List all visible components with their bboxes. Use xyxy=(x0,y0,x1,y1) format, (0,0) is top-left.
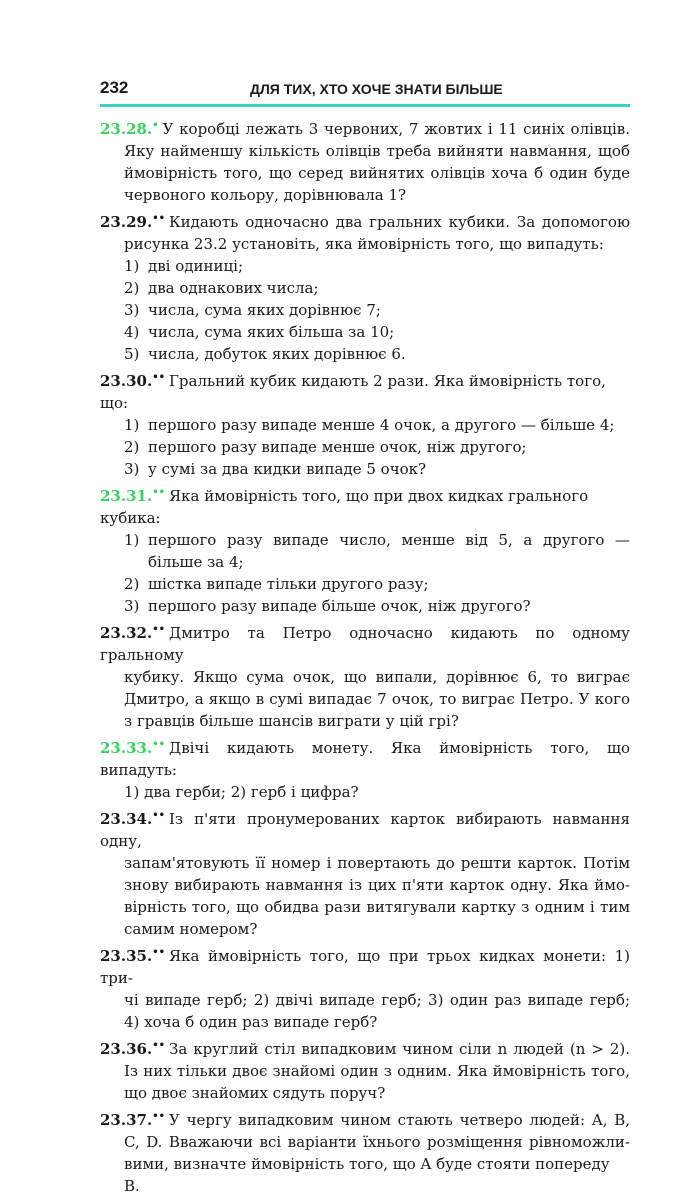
sub-item-text: першого разу випаде менше 4 очок, а другого — більше 4; xyxy=(148,416,615,434)
problem-number: 23.34. xyxy=(100,810,153,828)
sub-item-text: першого разу випаде число, менше від 5, а другого — більше за 4; xyxy=(148,531,630,571)
sub-item-list xyxy=(100,529,630,617)
problem-23-28 xyxy=(100,118,630,206)
problem-number: 23.36. xyxy=(100,1040,153,1058)
sub-item-label: 3) xyxy=(124,301,140,319)
sub-item-label: 1) xyxy=(124,416,140,434)
problem-first-line xyxy=(100,622,630,666)
sub-item xyxy=(124,277,630,299)
problem-text-line: Яку найменшу кількість олівців треба вийняти навмання, щоб xyxy=(124,142,630,160)
problem-first-line xyxy=(100,118,630,140)
sub-item xyxy=(124,436,630,458)
sub-item-text: у сумі за два кидки випаде 5 очок? xyxy=(148,460,427,478)
problem-23-29 xyxy=(100,211,630,365)
problem-23-35 xyxy=(100,945,630,1033)
problem-first-line xyxy=(100,485,630,529)
problem-text-line: Дмитро, а якщо в сумі випадає 7 очок, то виграє Петро. У кого xyxy=(124,690,630,708)
problem-number: 23.32. xyxy=(100,624,153,642)
sub-item-list xyxy=(100,414,630,480)
problem-text-line: знову вибирають навмання із цих п'яти карток одну. Яка ймо- xyxy=(124,876,630,894)
problem-number: 23.31. xyxy=(100,487,153,505)
sub-item xyxy=(124,255,630,277)
problem-23-34 xyxy=(100,808,630,940)
problem-text: У коробці лежать 3 червоних, 7 жовтих і 11 синіх олівців. xyxy=(162,120,630,138)
problem-text-line: вірність того, що обидва рази витягували картку з одним і тим xyxy=(124,898,630,916)
problem-first-line xyxy=(100,370,630,414)
sub-item-text: числа, сума яких більша за 10; xyxy=(148,323,395,341)
problem-text-line: 1) два герби; 2) герб і цифра? xyxy=(124,783,359,801)
problem-text: Двічі кидають монету. Яка ймовірність того, що випадуть: xyxy=(100,739,630,779)
problem-text: У чергу випадковим чином стають четверо людей: A, B, xyxy=(169,1111,630,1129)
problem-text-line: 4) хоча б один раз випаде герб? xyxy=(124,1013,378,1031)
problem-23-32 xyxy=(100,622,630,732)
sub-item-text: числа, сума яких дорівнює 7; xyxy=(148,301,381,319)
problem-text-line: що двоє знайомих сядуть поруч? xyxy=(124,1084,386,1102)
sub-item-label: 2) xyxy=(124,575,140,593)
problem-text-line: рисунка 23.2 установіть, яка ймовірність того, що випадуть: xyxy=(124,235,604,253)
sub-item-label: 2) xyxy=(124,438,140,456)
problem-number: 23.35. xyxy=(100,947,153,965)
problem-number: 23.33. xyxy=(100,739,153,757)
sub-item-label: 2) xyxy=(124,279,140,297)
header-rule xyxy=(100,104,630,107)
sub-item xyxy=(124,529,630,573)
sub-item-text: дві одиниці; xyxy=(148,257,244,275)
sub-item xyxy=(124,414,630,436)
sub-item-text: першого разу випаде менше очок, ніж другого; xyxy=(148,438,527,456)
sub-item-label: 3) xyxy=(124,460,140,478)
sub-item-text: числа, добуток яких дорівнює 6. xyxy=(148,345,406,363)
sub-item-text: першого разу випаде більше очок, ніж другого? xyxy=(148,597,531,615)
running-title: ДЛЯ ТИХ, ХТО ХОЧЕ ЗНАТИ БІЛЬШЕ xyxy=(250,81,503,97)
sub-item-text: два однакових числа; xyxy=(148,279,319,297)
sub-item xyxy=(124,343,630,365)
problem-23-36 xyxy=(100,1038,630,1104)
problem-23-31 xyxy=(100,485,630,617)
problem-first-line xyxy=(100,808,630,852)
problem-text: Яка ймовірність того, що при трьох кидках монети: 1) три- xyxy=(100,947,630,987)
problem-text: Із п'яти пронумерованих карток вибирають навмання одну, xyxy=(100,810,630,850)
sub-item-text: шістка випаде тільки другого разу; xyxy=(148,575,429,593)
problem-text-line: червоного кольору, дорівнювала 1? xyxy=(124,186,407,204)
problem-text-line: Із них тільки двоє знайомі один з одним. Яка ймовірність того, xyxy=(124,1062,630,1080)
sub-item-label: 5) xyxy=(124,345,140,363)
problem-first-line xyxy=(100,1038,630,1060)
page-header xyxy=(100,78,630,104)
sub-item xyxy=(124,573,630,595)
problem-text: Гральний кубик кидають 2 рази. Яка ймовірність того, що: xyxy=(100,372,606,412)
problem-text-line: запам'ятовують її номер і повертають до решти карток. Потім xyxy=(124,854,630,872)
sub-item-label: 1) xyxy=(124,531,140,549)
problem-text-line: кубику. Якщо сума очок, що випали, дорівнює 6, то виграє xyxy=(124,668,630,686)
problem-text-line: чі випаде герб; 2) двічі випаде герб; 3) один раз випаде герб; xyxy=(124,991,630,1009)
problem-23-33 xyxy=(100,737,630,803)
problem-23-30 xyxy=(100,370,630,480)
sub-item-label: 1) xyxy=(124,257,140,275)
problem-number: 23.30. xyxy=(100,372,153,390)
difficulty-mark: •• xyxy=(152,739,165,750)
problem-text: Яка ймовірність того, що при двох кидках грального кубика: xyxy=(100,487,589,527)
problem-text-line: вими, визначте ймовірність того, що A буде стояти попереду B. xyxy=(124,1155,610,1195)
problem-text: Дмитро та Петро одночасно кидають по одному гральному xyxy=(100,624,630,664)
problem-number: 23.37. xyxy=(100,1111,153,1129)
difficulty-mark: •• xyxy=(152,947,165,958)
problem-first-line xyxy=(100,1109,630,1131)
difficulty-mark: •• xyxy=(152,487,165,498)
difficulty-mark: •• xyxy=(152,1111,165,1122)
problem-number: 23.29. xyxy=(100,213,153,231)
problem-text: Кидають одночасно два гральних кубики. За допомогою xyxy=(169,213,630,231)
sub-item xyxy=(124,458,630,480)
problem-text-line: ймовірність того, що серед вийнятих олівців хоча б один буде xyxy=(124,164,630,182)
problem-text: За круглий стіл випадковим чином сіли n людей (n > 2). xyxy=(169,1040,630,1058)
difficulty-mark: •• xyxy=(152,810,165,821)
sub-item-label: 4) xyxy=(124,323,140,341)
difficulty-mark: •• xyxy=(152,213,165,224)
problem-first-line xyxy=(100,737,630,781)
problem-list xyxy=(100,118,630,1202)
difficulty-mark: •• xyxy=(152,1040,165,1051)
sub-item-list xyxy=(100,255,630,365)
problem-first-line xyxy=(100,211,630,233)
problem-first-line xyxy=(100,945,630,989)
difficulty-mark: •• xyxy=(152,372,165,383)
problem-text-line: самим номером? xyxy=(124,920,258,938)
sub-item xyxy=(124,321,630,343)
sub-item xyxy=(124,595,630,617)
difficulty-mark: • xyxy=(152,120,159,131)
problem-number: 23.28. xyxy=(100,120,153,138)
problem-23-37 xyxy=(100,1109,630,1197)
sub-item-label: 3) xyxy=(124,597,140,615)
page-number: 232 xyxy=(100,78,129,97)
sub-item xyxy=(124,299,630,321)
problem-text-line: з гравців більше шансів виграти у цій грі? xyxy=(124,712,459,730)
problem-text-line: C, D. Вважаючи всі варіанти їхнього розміщення рівноможли- xyxy=(124,1133,630,1151)
difficulty-mark: •• xyxy=(152,624,165,635)
